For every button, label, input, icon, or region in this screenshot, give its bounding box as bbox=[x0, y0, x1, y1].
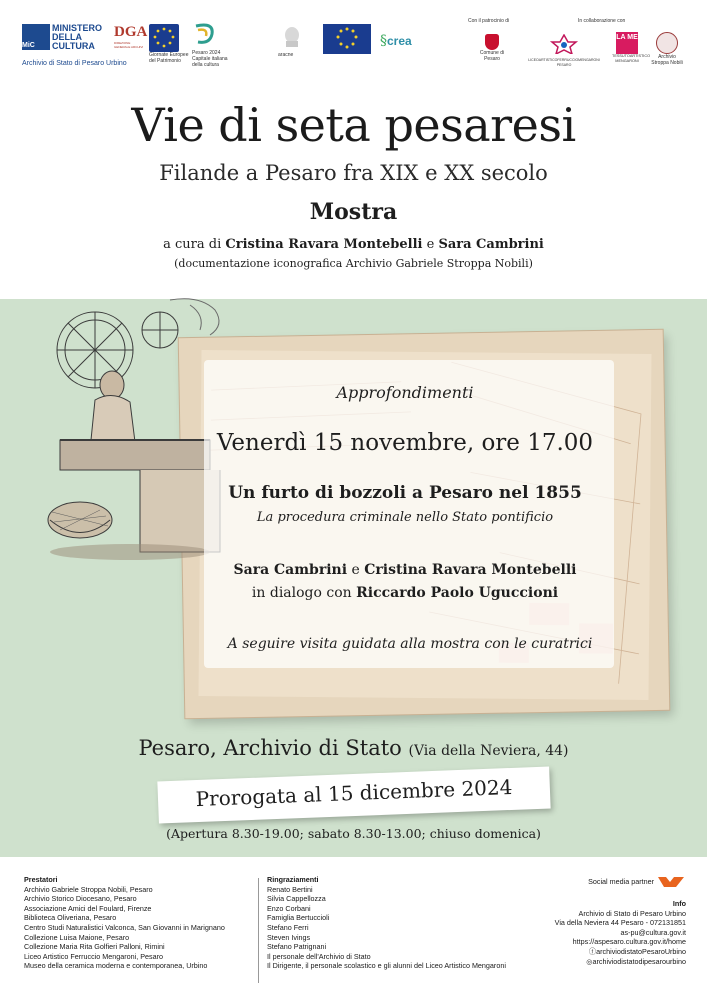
curator-1: Cristina Ravara Montebelli bbox=[225, 237, 423, 252]
dga-logo bbox=[114, 24, 148, 54]
dialog-prefix: in dialogo con bbox=[251, 585, 357, 601]
comune-crest-icon bbox=[485, 34, 499, 50]
pesaro-2024-mark-icon bbox=[192, 22, 212, 50]
social-partner bbox=[520, 875, 686, 889]
facebook-handle: archiviodistatoPesaroUrbino bbox=[596, 946, 686, 956]
ringraziamenti-item: Renato Bertini bbox=[267, 884, 313, 894]
liceo-star-icon bbox=[523, 34, 605, 54]
info-section bbox=[520, 875, 686, 966]
info-item: Archivio di Stato di Pesaro Urbino bbox=[578, 908, 686, 918]
info-facebook[interactable] bbox=[520, 947, 686, 957]
instagram-handle: archiviodistatodipesarourbino bbox=[592, 956, 686, 966]
lame-label: TESSUTOARTISTICO MENGARONI bbox=[612, 54, 651, 63]
ringraziamenti-section bbox=[267, 875, 537, 971]
prestatori-item: Archivio Storico Diocesano, Pesaro bbox=[24, 894, 137, 904]
ringraziamenti-item: Enzo Corbani bbox=[267, 903, 311, 913]
speaker-1: Sara Cambrini bbox=[233, 562, 348, 578]
prestatori-item: Liceo Artistico Ferruccio Mengaroni, Pesaro bbox=[24, 951, 164, 961]
speakers-line bbox=[200, 562, 610, 578]
prestatori-item: Collezione Maria Rita Golfieri Palloni, Rimini bbox=[24, 942, 165, 952]
dga-text: DIREZIONE GENERALE ARCHIVI bbox=[114, 41, 144, 49]
comune-pesaro-logo bbox=[476, 34, 508, 62]
speakers-conj: e bbox=[347, 562, 365, 578]
curators-conj: e bbox=[422, 237, 439, 252]
gep-stars-icon bbox=[149, 24, 179, 52]
comune-label: Comune di Pesaro bbox=[479, 50, 505, 62]
ringraziamenti-item: Stefano Ferri bbox=[267, 922, 309, 932]
exhibition-subtitle: Filande a Pesaro fra XIX e XX secolo bbox=[159, 161, 548, 185]
crea-swirl-icon: § bbox=[380, 33, 387, 49]
ringraziamenti-item: Silvia Cappellozza bbox=[267, 894, 326, 904]
venue-place: Pesaro, Archivio di Stato bbox=[138, 736, 402, 760]
dga-mark: DGA bbox=[114, 24, 148, 40]
eu-flag-icon bbox=[323, 24, 371, 54]
crea-label: crea bbox=[387, 34, 412, 48]
pesaro-2024-logo bbox=[192, 22, 238, 68]
mic-name: MINISTERO DELLA CULTURA bbox=[52, 23, 103, 51]
ringraziamenti-item: Steven Ivings bbox=[267, 932, 311, 942]
venue-line bbox=[0, 736, 707, 760]
archivio-subtitle: Archivio di Stato di Pesaro Urbino bbox=[22, 60, 127, 67]
collaborazione-heading: In collaborazione con bbox=[578, 18, 626, 24]
prestatori-section bbox=[24, 875, 254, 971]
info-email[interactable]: as-pu@cultura.gov.it bbox=[620, 927, 686, 937]
mic-tag: MiC bbox=[22, 42, 35, 49]
dialog-name: Riccardo Paolo Uguccioni bbox=[356, 585, 559, 601]
stroppa-label: Archivio Stroppa Nobili bbox=[651, 54, 683, 66]
ringraziamenti-title: Ringraziamenti bbox=[267, 875, 319, 884]
prestatori-item: Collezione Luisa Maione, Pesaro bbox=[24, 932, 130, 942]
stroppa-seal-icon bbox=[656, 32, 678, 54]
ringraziamenti-item: Stefano Patrignani bbox=[267, 942, 327, 952]
instagram-icon: ◎ bbox=[586, 956, 593, 966]
info-title: Info bbox=[672, 899, 686, 908]
footer-divider bbox=[258, 878, 259, 983]
stroppa-nobili-logo bbox=[646, 32, 688, 66]
prestatori-item: Museo della ceramica moderna e contemporanea, Urbino bbox=[24, 961, 208, 971]
ringraziamenti-item: Il personale dell'Archivio di Stato bbox=[267, 951, 371, 961]
info-website[interactable]: https://aspesaro.cultura.gov.it/home bbox=[572, 937, 686, 947]
prestatori-item: Archivio Gabriele Stroppa Nobili, Pesaro bbox=[24, 884, 153, 894]
event-label: Approfondimenti bbox=[336, 383, 474, 402]
proroga-text: Prorogata al 15 dicembre 2024 bbox=[195, 774, 513, 812]
prestatori-item: Biblioteca Oliveriana, Pesaro bbox=[24, 913, 117, 923]
prestatori-item: Associazione Amici del Foulard, Firenze bbox=[24, 903, 152, 913]
opening-hours: (Apertura 8.30-19.00; sabato 8.30-13.00; chiuso domenica) bbox=[166, 826, 541, 841]
ringraziamenti-item: Famiglia Bertuccioli bbox=[267, 913, 330, 923]
social-partner-label: Social media partner bbox=[588, 876, 654, 886]
venue-address: (Via della Neviera, 44) bbox=[408, 743, 569, 759]
gep-label: Giornate Europee del Patrimonio bbox=[149, 52, 189, 64]
patrocinio-heading: Con il patrocinio di bbox=[468, 18, 510, 24]
speaker-2: Cristina Ravara Montebelli bbox=[364, 562, 577, 578]
talk-title: Un furto di bozzoli a Pesaro nel 1855 bbox=[228, 483, 582, 503]
talk-subtitle: La procedura criminale nello Stato pontificio bbox=[256, 510, 554, 525]
documentation-note: (documentazione iconografica Archivio Gabriele Stroppa Nobili) bbox=[174, 257, 533, 270]
curators-line bbox=[0, 237, 707, 252]
ringraziamenti-item: Il Dirigente, il personale scolastico e gli alunni del Liceo Artistico Mengaroni bbox=[267, 961, 506, 971]
aracne-label: aracne bbox=[278, 52, 294, 58]
liceo-label: LICEOARTISTICOFERRUCCIOMENGARONI PESARO bbox=[528, 58, 600, 67]
guided-visit-note: A seguire visita guidata alla mostra con le curatrici bbox=[227, 636, 593, 652]
prestatori-item: Centro Studi Naturalistici Valconca, San Giovanni in Marignano bbox=[24, 922, 225, 932]
liceo-artistico-logo bbox=[523, 34, 605, 68]
curators-prefix: a cura di bbox=[163, 237, 226, 252]
gep-logo bbox=[149, 24, 189, 64]
event-date: Venerdì 15 novembre, ore 17.00 bbox=[216, 430, 594, 456]
aracne-bust-icon bbox=[278, 26, 306, 48]
curator-2: Sara Cambrini bbox=[438, 237, 544, 252]
partner-logo-icon bbox=[656, 875, 686, 889]
exhibition-title: Vie di seta pesaresi bbox=[131, 98, 576, 152]
pesaro-2024-label: Pesaro 2024 Capitale italiana della cultura bbox=[192, 50, 228, 68]
info-item: Via della Neviera 44 Pesaro - 072131851 bbox=[554, 918, 686, 928]
info-instagram[interactable] bbox=[520, 957, 686, 967]
prestatori-title: Prestatori bbox=[24, 875, 58, 884]
aracne-logo bbox=[278, 26, 306, 58]
dialog-line bbox=[200, 585, 610, 601]
lame-mark: LA ME bbox=[616, 32, 638, 54]
mostra-label: Mostra bbox=[309, 199, 398, 225]
lame-logo bbox=[612, 32, 651, 64]
crea-logo bbox=[380, 30, 428, 49]
facebook-icon: ⓕ bbox=[588, 946, 597, 956]
